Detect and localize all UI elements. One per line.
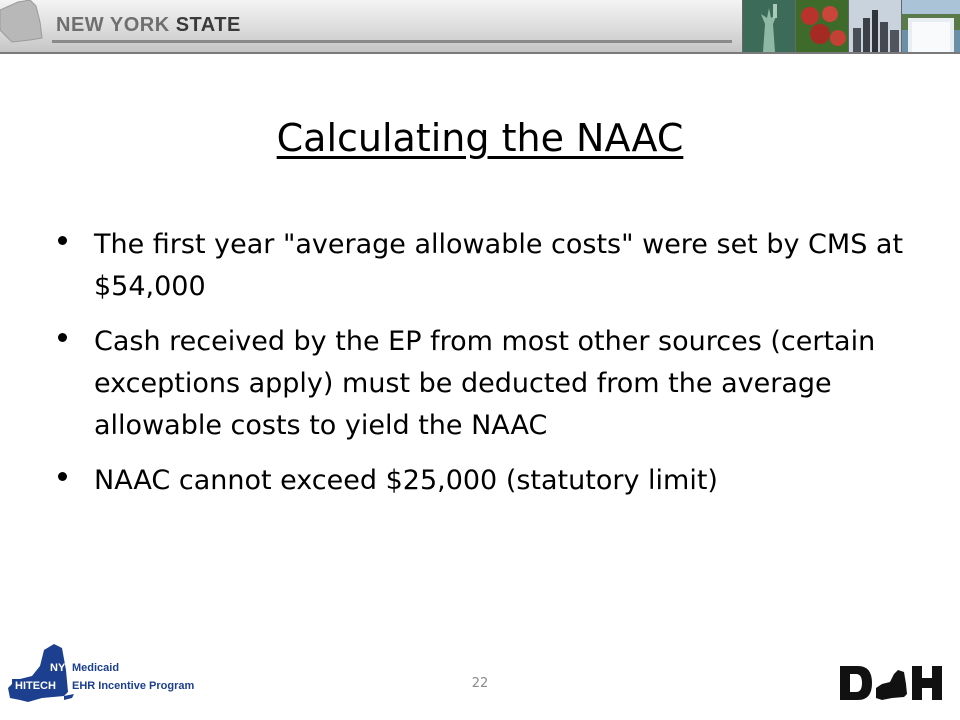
- bullet-text: NAAC cannot exceed $25,000 (statutory limit): [94, 465, 718, 496]
- banner-divider-line: [52, 40, 732, 43]
- new-york-state-outline-icon: [0, 0, 44, 46]
- niagara-falls-photo: [901, 0, 960, 52]
- bullet-item: [56, 321, 906, 447]
- page-number: 22: [471, 676, 489, 691]
- bullet-item: [56, 460, 906, 502]
- apples-photo: [795, 0, 848, 52]
- hitech-label: HITECH: [12, 679, 59, 693]
- doh-logo-icon: [838, 664, 944, 702]
- ny-label: NY: [50, 662, 66, 674]
- city-skyline-photo: [848, 0, 901, 52]
- bullet-dot-icon: [58, 472, 67, 481]
- ehr-incentive-program-label: EHR Incentive Program: [72, 680, 195, 692]
- bullet-dot-icon: [58, 333, 67, 342]
- banner-text-bold: STATE: [175, 14, 241, 36]
- medicaid-label: Medicaid: [72, 662, 120, 674]
- banner-text-light: NEW YORK: [56, 14, 176, 36]
- bullet-item: [56, 224, 906, 308]
- bullet-list: [56, 224, 906, 515]
- bullet-text: Cash received by the EP from most other sources (certain exceptions apply) must be deducted from the average allowable costs to yield the NAAC: [94, 326, 876, 441]
- header-banner: [0, 0, 960, 54]
- new-york-state-banner-text: [56, 14, 241, 37]
- statue-of-liberty-photo: [742, 0, 795, 52]
- slide-title: Calculating the NAAC: [276, 116, 684, 160]
- bullet-text: The first year "average allowable costs" were set by CMS at $54,000: [94, 229, 904, 302]
- bullet-dot-icon: [58, 236, 67, 245]
- new-york-state-map-icon: [6, 640, 76, 710]
